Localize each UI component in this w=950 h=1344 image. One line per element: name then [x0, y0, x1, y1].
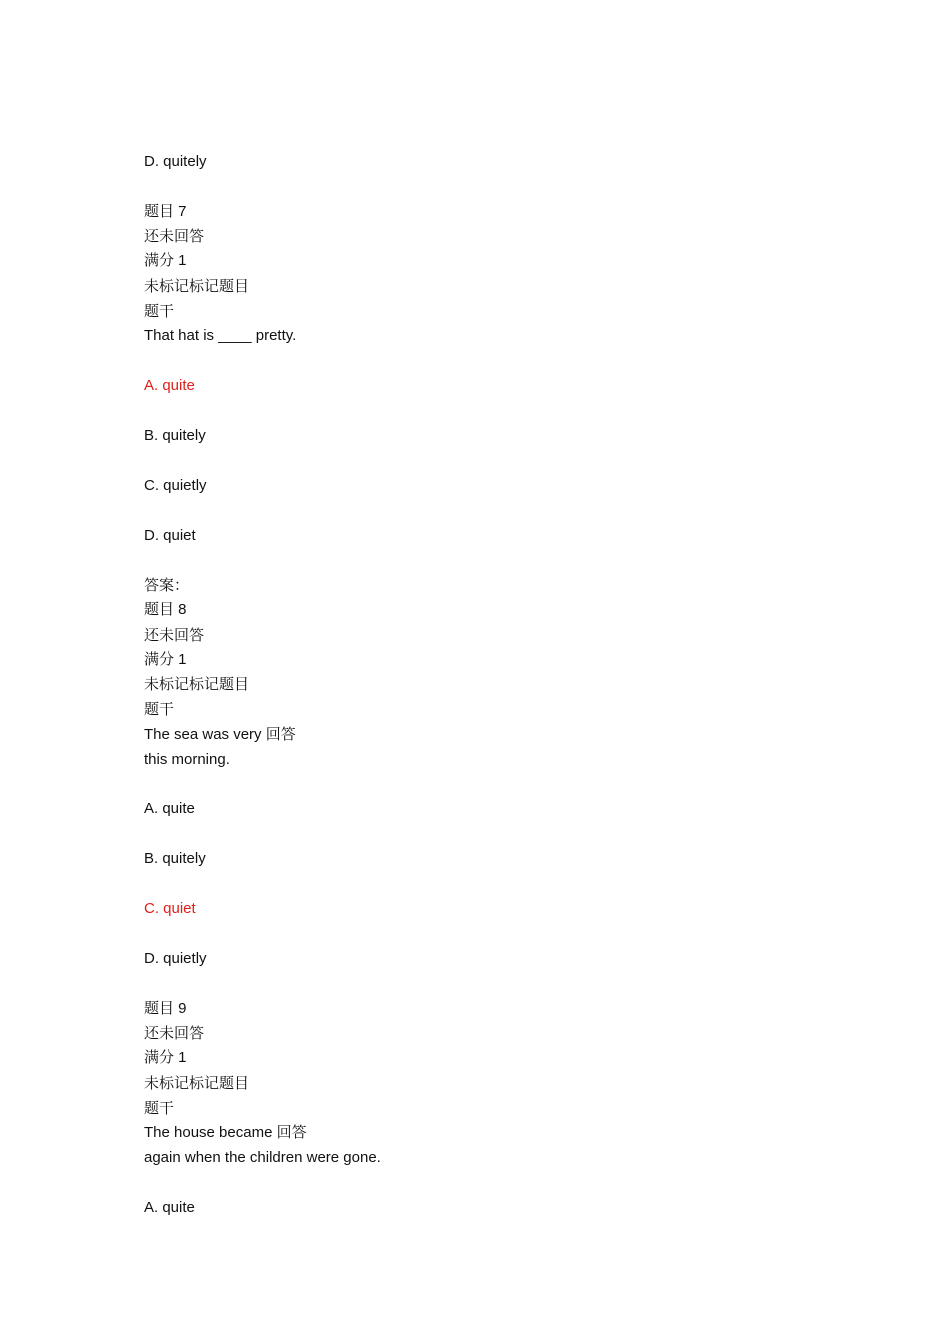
question-9-title: 题目 9 — [144, 1000, 187, 1017]
question-7-status: 还未回答 — [144, 228, 205, 245]
question-9-status: 还未回答 — [144, 1025, 205, 1042]
question-9-stem-line1: The house became 回答 — [144, 1124, 307, 1141]
question-7-option-c: C. quietly — [144, 477, 207, 494]
question-7-title: 题目 7 — [144, 203, 187, 220]
question-9-stem-line2: again when the children were gone. — [144, 1149, 381, 1166]
question-8-option-a: A. quite — [144, 800, 195, 817]
question-8-score: 满分 1 — [144, 651, 187, 668]
question-7-option-b: B. quitely — [144, 427, 206, 444]
question-8-stem-line2: this morning. — [144, 751, 230, 768]
answer-label: 答案： — [144, 577, 190, 594]
question-9-stem-label: 题干 — [144, 1100, 175, 1117]
question-9-flag: 未标记标记题目 — [144, 1075, 250, 1092]
question-8-stem-label: 题干 — [144, 701, 175, 718]
question-8-status: 还未回答 — [144, 627, 205, 644]
question-7-option-a: A. quite — [144, 377, 195, 394]
question-7-stem: That hat is ____ pretty. — [144, 327, 297, 344]
question-7-score: 满分 1 — [144, 252, 187, 269]
option-d: D. quitely — [144, 153, 207, 170]
question-8-option-d: D. quietly — [144, 950, 207, 967]
question-7-option-d: D. quiet — [144, 527, 196, 544]
question-8-flag: 未标记标记题目 — [144, 676, 250, 693]
question-9-option-a: A. quite — [144, 1199, 195, 1216]
question-8-stem-line1: The sea was very 回答 — [144, 726, 296, 743]
question-7-flag: 未标记标记题目 — [144, 278, 250, 295]
question-9-score: 满分 1 — [144, 1049, 187, 1066]
question-7-stem-label: 题干 — [144, 303, 175, 320]
question-8-option-b: B. quitely — [144, 850, 206, 867]
question-8-title: 题目 8 — [144, 601, 187, 618]
question-8-option-c: C. quiet — [144, 900, 196, 917]
